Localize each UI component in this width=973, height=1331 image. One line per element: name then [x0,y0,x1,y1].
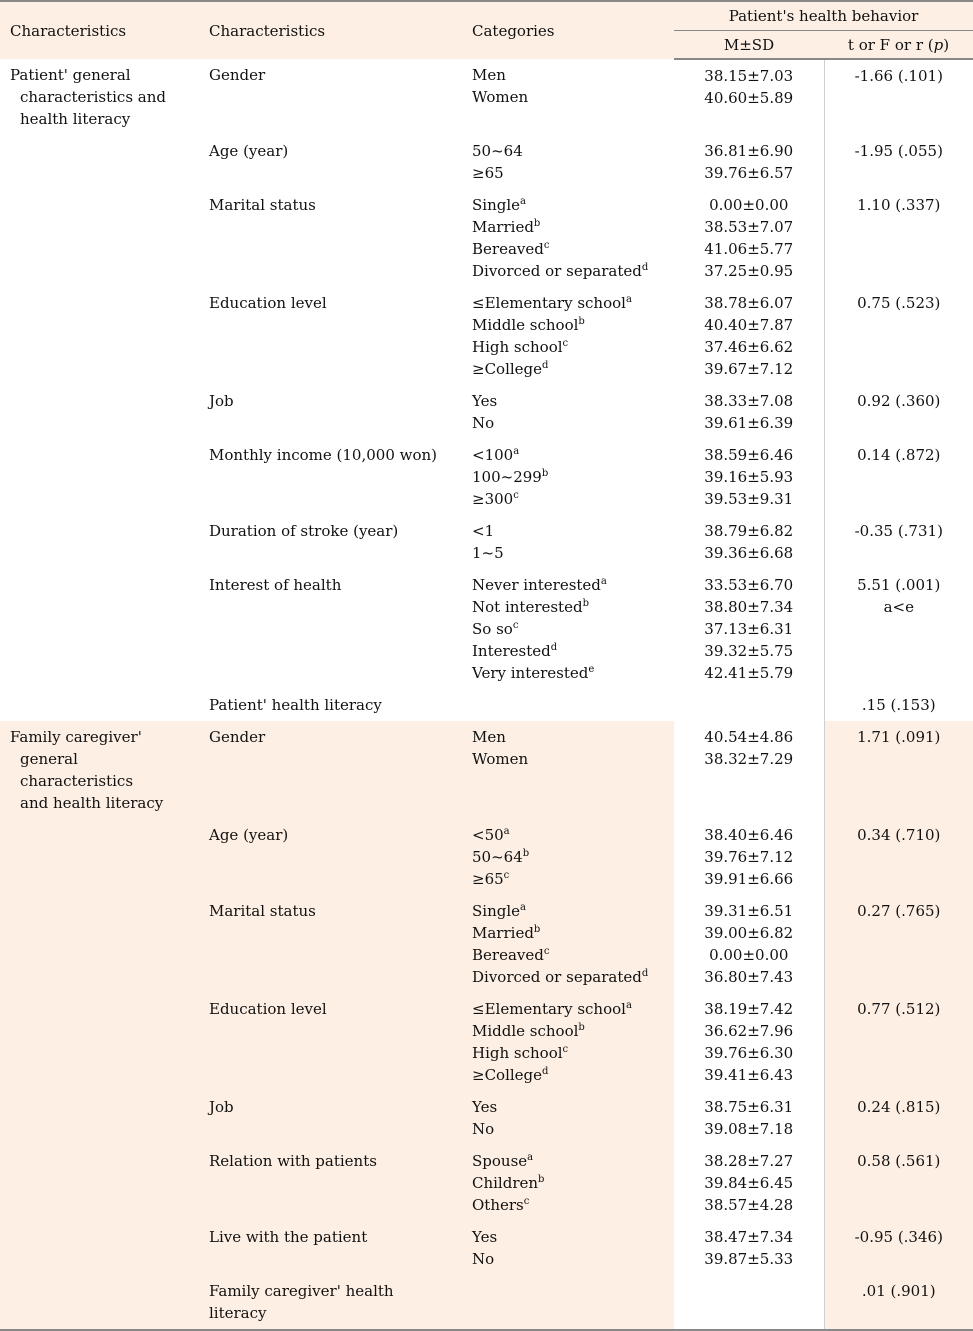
mean-sd-value: 39.36±6.68 [704,544,794,562]
category-item [472,998,664,1020]
mean-sd-cell [674,59,824,135]
category-superscript: c [523,1196,530,1207]
mean-sd-value: 39.53±9.31 [704,490,794,508]
group-label-cell [0,189,199,287]
mean-sd-value: 39.31±6.51 [704,902,794,920]
category-label: <1 [472,522,495,540]
mean-sd-value: 41.06±5.77 [704,240,794,258]
mean-sd-value: 39.76±7.12 [704,848,794,866]
group-label-cell [0,59,199,135]
category-item [472,846,664,868]
mean-sd-value: 38.32±7.29 [704,750,794,768]
category-item [472,574,664,596]
statistic-value: 0.58 (.561) [857,1152,941,1170]
statistic-cell [824,819,973,895]
characteristic-cell: Job [209,392,234,410]
category-label: Women [472,88,529,106]
category-superscript: d [542,360,549,371]
mean-sd-cell [674,721,824,819]
characteristic-cell: Live with the patient [199,1221,462,1275]
statistic-cell [824,689,973,721]
mean-sd-cell [674,895,824,993]
mean-sd-cell [674,385,824,439]
category-item [472,966,664,988]
category-item [472,900,664,922]
table-row [0,721,973,819]
category-label: Married [472,924,534,942]
category-superscript: a [600,576,607,587]
table-row [0,993,973,1091]
mean-sd-value: 40.60±5.89 [704,89,794,107]
statistic-value: -1.66 (.101) [854,67,943,85]
category-label: Spouse [472,1152,528,1170]
categories-cell [462,515,674,569]
characteristic-cell: Age (year) [199,819,462,895]
mean-sd-value: 0.00±0.00 [709,196,789,214]
table-row [0,569,973,689]
category-label: Yes [472,1098,498,1116]
mean-sd-value: 36.62±7.96 [704,1022,794,1040]
table-row [0,287,973,385]
statistic-value: 0.75 (.523) [857,294,941,312]
category-label: Men [472,728,506,746]
mean-sd-value: 38.40±6.46 [704,826,794,844]
category-superscript: d [542,1066,549,1077]
statistic-cell [824,189,973,287]
category-label: Divorced or separated [472,968,642,986]
mean-sd-cell [674,569,824,689]
category-item [472,520,664,542]
category-item [472,64,664,86]
category-label: Single [472,902,521,920]
table-row [0,1091,973,1145]
categories-cell [462,1091,674,1145]
category-superscript: d [641,968,649,979]
category-label: Not interested [472,598,583,616]
category-superscript: b [522,848,530,859]
group-label-cell [0,1221,199,1275]
group-label-cell [0,385,199,439]
categories-cell [462,993,674,1091]
statistic-cell [824,385,973,439]
category-label: Children [472,1174,539,1192]
categories-cell [462,385,674,439]
categories-cell [462,59,674,135]
mean-sd-value: 37.46±6.62 [704,338,794,356]
category-item [472,260,664,282]
statistic-value: 0.92 (.360) [857,392,941,410]
characteristic-cell: Monthly income (10,000 won) [209,446,438,464]
mean-sd-cell [674,189,824,287]
group-label-cell [0,1275,199,1330]
statistic-cell [824,1091,973,1145]
category-item [472,140,664,162]
mean-sd-value: 38.28±7.27 [704,1152,794,1170]
table-row [0,59,973,135]
category-item [472,1020,664,1042]
group-label-cell [0,1145,199,1221]
category-item [472,618,664,640]
statistic-cell [824,59,973,135]
mean-sd-value: 38.19±7.42 [704,1000,794,1018]
statistic-value: 1.10 (.337) [857,196,941,214]
category-superscript: c [543,240,550,251]
categories-cell [462,287,674,385]
mean-sd-value: 39.91±6.66 [704,870,794,888]
category-label: So so [472,620,513,638]
mean-sd-value: 38.79±6.82 [704,522,794,540]
category-label: High school [472,338,563,356]
category-label: Interested [472,642,551,660]
category-superscript: c [543,946,550,957]
category-item [472,1226,664,1248]
category-superscript: d [550,642,558,653]
category-label: 50~64 [472,848,523,866]
category-item [472,662,664,684]
category-item [472,412,664,434]
statistic-cell [824,287,973,385]
statistic-cell [824,135,973,189]
category-superscript: b [538,1174,545,1185]
categories-cell [462,135,674,189]
mean-sd-value: 38.59±6.46 [704,446,794,464]
category-superscript: b [541,468,549,479]
statistic-cell [824,569,973,689]
patient-section [0,59,973,721]
category-item [472,596,664,618]
mean-sd-value: 39.00±6.82 [704,924,794,942]
category-label: 50~64 [472,142,523,160]
category-item [472,86,664,108]
mean-sd-cell [674,439,824,515]
mean-sd-value: 40.40±7.87 [704,316,794,334]
category-item [472,292,664,314]
category-item [472,542,664,564]
group-label-line: Family caregiver' [10,728,142,746]
category-superscript: a [625,1000,632,1011]
table-row [0,135,973,189]
category-item [472,466,664,488]
category-item [472,1118,664,1140]
categories-cell [462,569,674,689]
mean-sd-value: 39.67±7.12 [704,360,794,378]
category-superscript: d [641,262,649,273]
category-superscript: b [533,924,541,935]
category-label: No [472,1250,495,1268]
category-label: Single [472,196,521,214]
group-label-cell [0,439,199,515]
category-item [472,1096,664,1118]
category-label: Women [472,750,529,768]
category-label: ≤Elementary school [472,1000,626,1018]
group-label-cell [0,569,199,689]
group-label-cell [0,515,199,569]
mean-sd-cell [674,689,824,721]
table-row [0,439,973,515]
statistic-value: 1.71 (.091) [857,728,941,746]
group-label-cell [0,135,199,189]
categories-cell [462,689,674,721]
mean-sd-cell [674,515,824,569]
category-label: Yes [472,392,498,410]
statistic-cell [824,895,973,993]
category-label: 1~5 [472,544,504,562]
mean-sd-value: 39.61±6.39 [704,414,794,432]
category-superscript: b [582,598,589,609]
category-label: Yes [472,1228,498,1246]
category-superscript: a [503,826,510,837]
table-row [0,819,973,895]
group-label-cell [0,819,199,895]
mean-sd-cell [674,993,824,1091]
header-characteristics-2: Characteristics [199,1,462,59]
statistic-value: -1.95 (.055) [854,142,943,160]
mean-sd-value: 36.81±6.90 [704,142,794,160]
category-superscript: c [562,1044,569,1055]
category-superscript: c [503,870,510,881]
mean-sd-value: 38.75±6.31 [704,1098,794,1116]
category-item [472,640,664,662]
categories-cell [462,721,674,819]
table-row [0,1145,973,1221]
category-item [472,726,664,748]
category-superscript: b [578,316,585,327]
group-label-cell [0,1091,199,1145]
mean-sd-value: 37.13±6.31 [704,620,794,638]
characteristic-cell: Gender [199,721,462,819]
group-label-line: health literacy [20,110,131,128]
category-superscript: a [527,1152,534,1163]
category-label: ≥65 [472,870,504,888]
categories-cell [462,1221,674,1275]
family-section [0,721,973,1330]
category-superscript: a [520,196,526,207]
category-item [472,216,664,238]
statistic-cell [824,439,973,515]
mean-sd-value: 36.80±7.43 [704,968,794,986]
category-superscript: b [578,1022,585,1033]
characteristic-cell: Family caregiver' health literacy [199,1275,462,1330]
category-item [472,1194,664,1216]
category-item [472,1172,664,1194]
characteristic-cell: Patient' health literacy [209,696,382,714]
category-label: ≥College [472,1066,543,1084]
mean-sd-value: 39.76±6.30 [704,1044,794,1062]
mean-sd-cell [674,819,824,895]
category-item [472,358,664,380]
characteristic-cell: Education level [209,294,327,312]
mean-sd-cell [674,1275,824,1330]
mean-sd-value: 0.00±0.00 [709,946,789,964]
statistic-value: 5.51 (.001) [857,576,941,594]
mean-sd-value: 38.47±7.34 [704,1228,794,1246]
characteristic-cell: Job [199,1091,462,1145]
group-label-cell [0,287,199,385]
statistic-value: .15 (.153) [861,696,936,714]
characteristic-cell: Interest of health [209,576,342,594]
category-item [472,1248,664,1270]
statistic-cell [824,1275,973,1330]
category-superscript: a [520,902,526,913]
table-row [0,189,973,287]
statistic-cell [824,721,973,819]
characteristic-cell: Gender [209,66,266,84]
category-label: <50 [472,826,504,844]
mean-sd-value: 39.41±6.43 [704,1066,794,1084]
mean-sd-value: 39.76±6.57 [704,164,794,182]
category-item [472,1042,664,1064]
group-label-line: and health literacy [20,794,164,812]
group-label-cell [0,721,199,819]
mean-sd-value: 38.80±7.34 [704,598,794,616]
category-label: No [472,414,495,432]
statistic-value: 0.77 (.512) [857,1000,941,1018]
characteristic-cell: Marital status [199,895,462,993]
category-label: ≥300 [472,490,514,508]
categories-cell [462,1275,674,1330]
mean-sd-cell [674,1145,824,1221]
category-item [472,390,664,412]
category-superscript: a [625,294,632,305]
category-label: Others [472,1196,524,1214]
category-label: ≥College [472,360,543,378]
statistic-value: a<e [883,598,914,616]
category-item [472,944,664,966]
category-label: ≥65 [472,164,504,182]
statistic-value: 0.14 (.872) [857,446,941,464]
category-superscript: b [533,218,541,229]
category-item [472,162,664,184]
group-label-line: characteristics and [20,88,166,106]
statistic-value: 0.34 (.710) [857,826,941,844]
characteristic-cell: Duration of stroke (year) [209,522,399,540]
header-categories: Categories [462,1,674,59]
group-label-line: general characteristics [20,750,134,790]
table-row [0,515,973,569]
category-label: Bereaved [472,240,544,258]
category-item [472,444,664,466]
mean-sd-cell [674,1221,824,1275]
categories-cell [462,189,674,287]
mean-sd-value: 39.87±5.33 [704,1250,794,1268]
category-label: 100~299 [472,468,542,486]
mean-sd-value: 39.32±5.75 [704,642,794,660]
category-item [472,238,664,260]
statistic-value: .01 (.901) [861,1282,936,1300]
statistic-value: -0.35 (.731) [854,522,943,540]
mean-sd-value: 39.16±5.93 [704,468,794,486]
group-label-cell [0,993,199,1091]
mean-sd-value: 40.54±4.86 [704,728,794,746]
category-label: Middle school [472,316,579,334]
characteristic-cell: Education level [199,993,462,1091]
group-label-cell [0,895,199,993]
categories-cell [462,1145,674,1221]
mean-sd-value: 39.84±6.45 [704,1174,794,1192]
category-superscript: e [588,664,595,675]
category-item [472,488,664,510]
statistic-value: 0.27 (.765) [857,902,941,920]
category-label: Never interested [472,576,601,594]
group-label-cell [0,689,199,721]
mean-sd-cell [674,1091,824,1145]
category-item [472,336,664,358]
mean-sd-value: 42.41±5.79 [704,664,794,682]
category-label: Middle school [472,1022,579,1040]
category-label: <100 [472,446,514,464]
mean-sd-value: 38.78±6.07 [704,294,794,312]
category-item [472,1064,664,1086]
category-item [472,194,664,216]
category-item [472,748,664,770]
table-row [0,895,973,993]
category-label: Very interested [472,664,589,682]
category-item [472,824,664,846]
statistic-value: 0.24 (.815) [857,1098,941,1116]
mean-sd-value: 33.53±6.70 [704,576,794,594]
statistic-cell [824,993,973,1091]
category-item [472,868,664,890]
mean-sd-cell [674,287,824,385]
categories-cell [462,895,674,993]
header-characteristics-1: Characteristics [0,1,199,59]
categories-cell [462,819,674,895]
mean-sd-value: 37.25±0.95 [704,262,794,280]
characteristic-cell: Age (year) [209,142,289,160]
statistic-value: -0.95 (.346) [854,1228,943,1246]
header-mean-sd: M±SD [674,31,824,60]
category-label: Divorced or separated [472,262,642,280]
category-superscript: a [513,446,520,457]
category-label: High school [472,1044,563,1062]
mean-sd-value: 38.53±7.07 [704,218,794,236]
categories-cell [462,439,674,515]
table-row [0,385,973,439]
category-label: Bereaved [472,946,544,964]
category-item [472,314,664,336]
statistic-cell [824,1221,973,1275]
header-statistic: t or F or r (p) [824,31,973,60]
mean-sd-value: 38.33±7.08 [704,392,794,410]
category-label: Married [472,218,534,236]
mean-sd-value: 39.08±7.18 [704,1120,794,1138]
characteristic-cell: Relation with patients [199,1145,462,1221]
header-patient-health-behavior: Patient's health behavior [674,1,973,31]
category-item [472,1150,664,1172]
category-item [472,922,664,944]
category-superscript: c [512,620,519,631]
category-label: ≤Elementary school [472,294,626,312]
statistic-cell [824,1145,973,1221]
table-row [0,1275,973,1330]
characteristic-cell: Marital status [209,196,316,214]
mean-sd-value: 38.57±4.28 [704,1196,794,1214]
table-row [0,1221,973,1275]
statistic-cell [824,515,973,569]
group-label-line: Patient' general [10,66,131,84]
category-label: Men [472,66,506,84]
category-label: No [472,1120,495,1138]
category-superscript: c [562,338,569,349]
category-superscript: c [513,490,519,501]
mean-sd-value: 38.15±7.03 [704,67,794,85]
table-row [0,689,973,721]
mean-sd-cell [674,135,824,189]
